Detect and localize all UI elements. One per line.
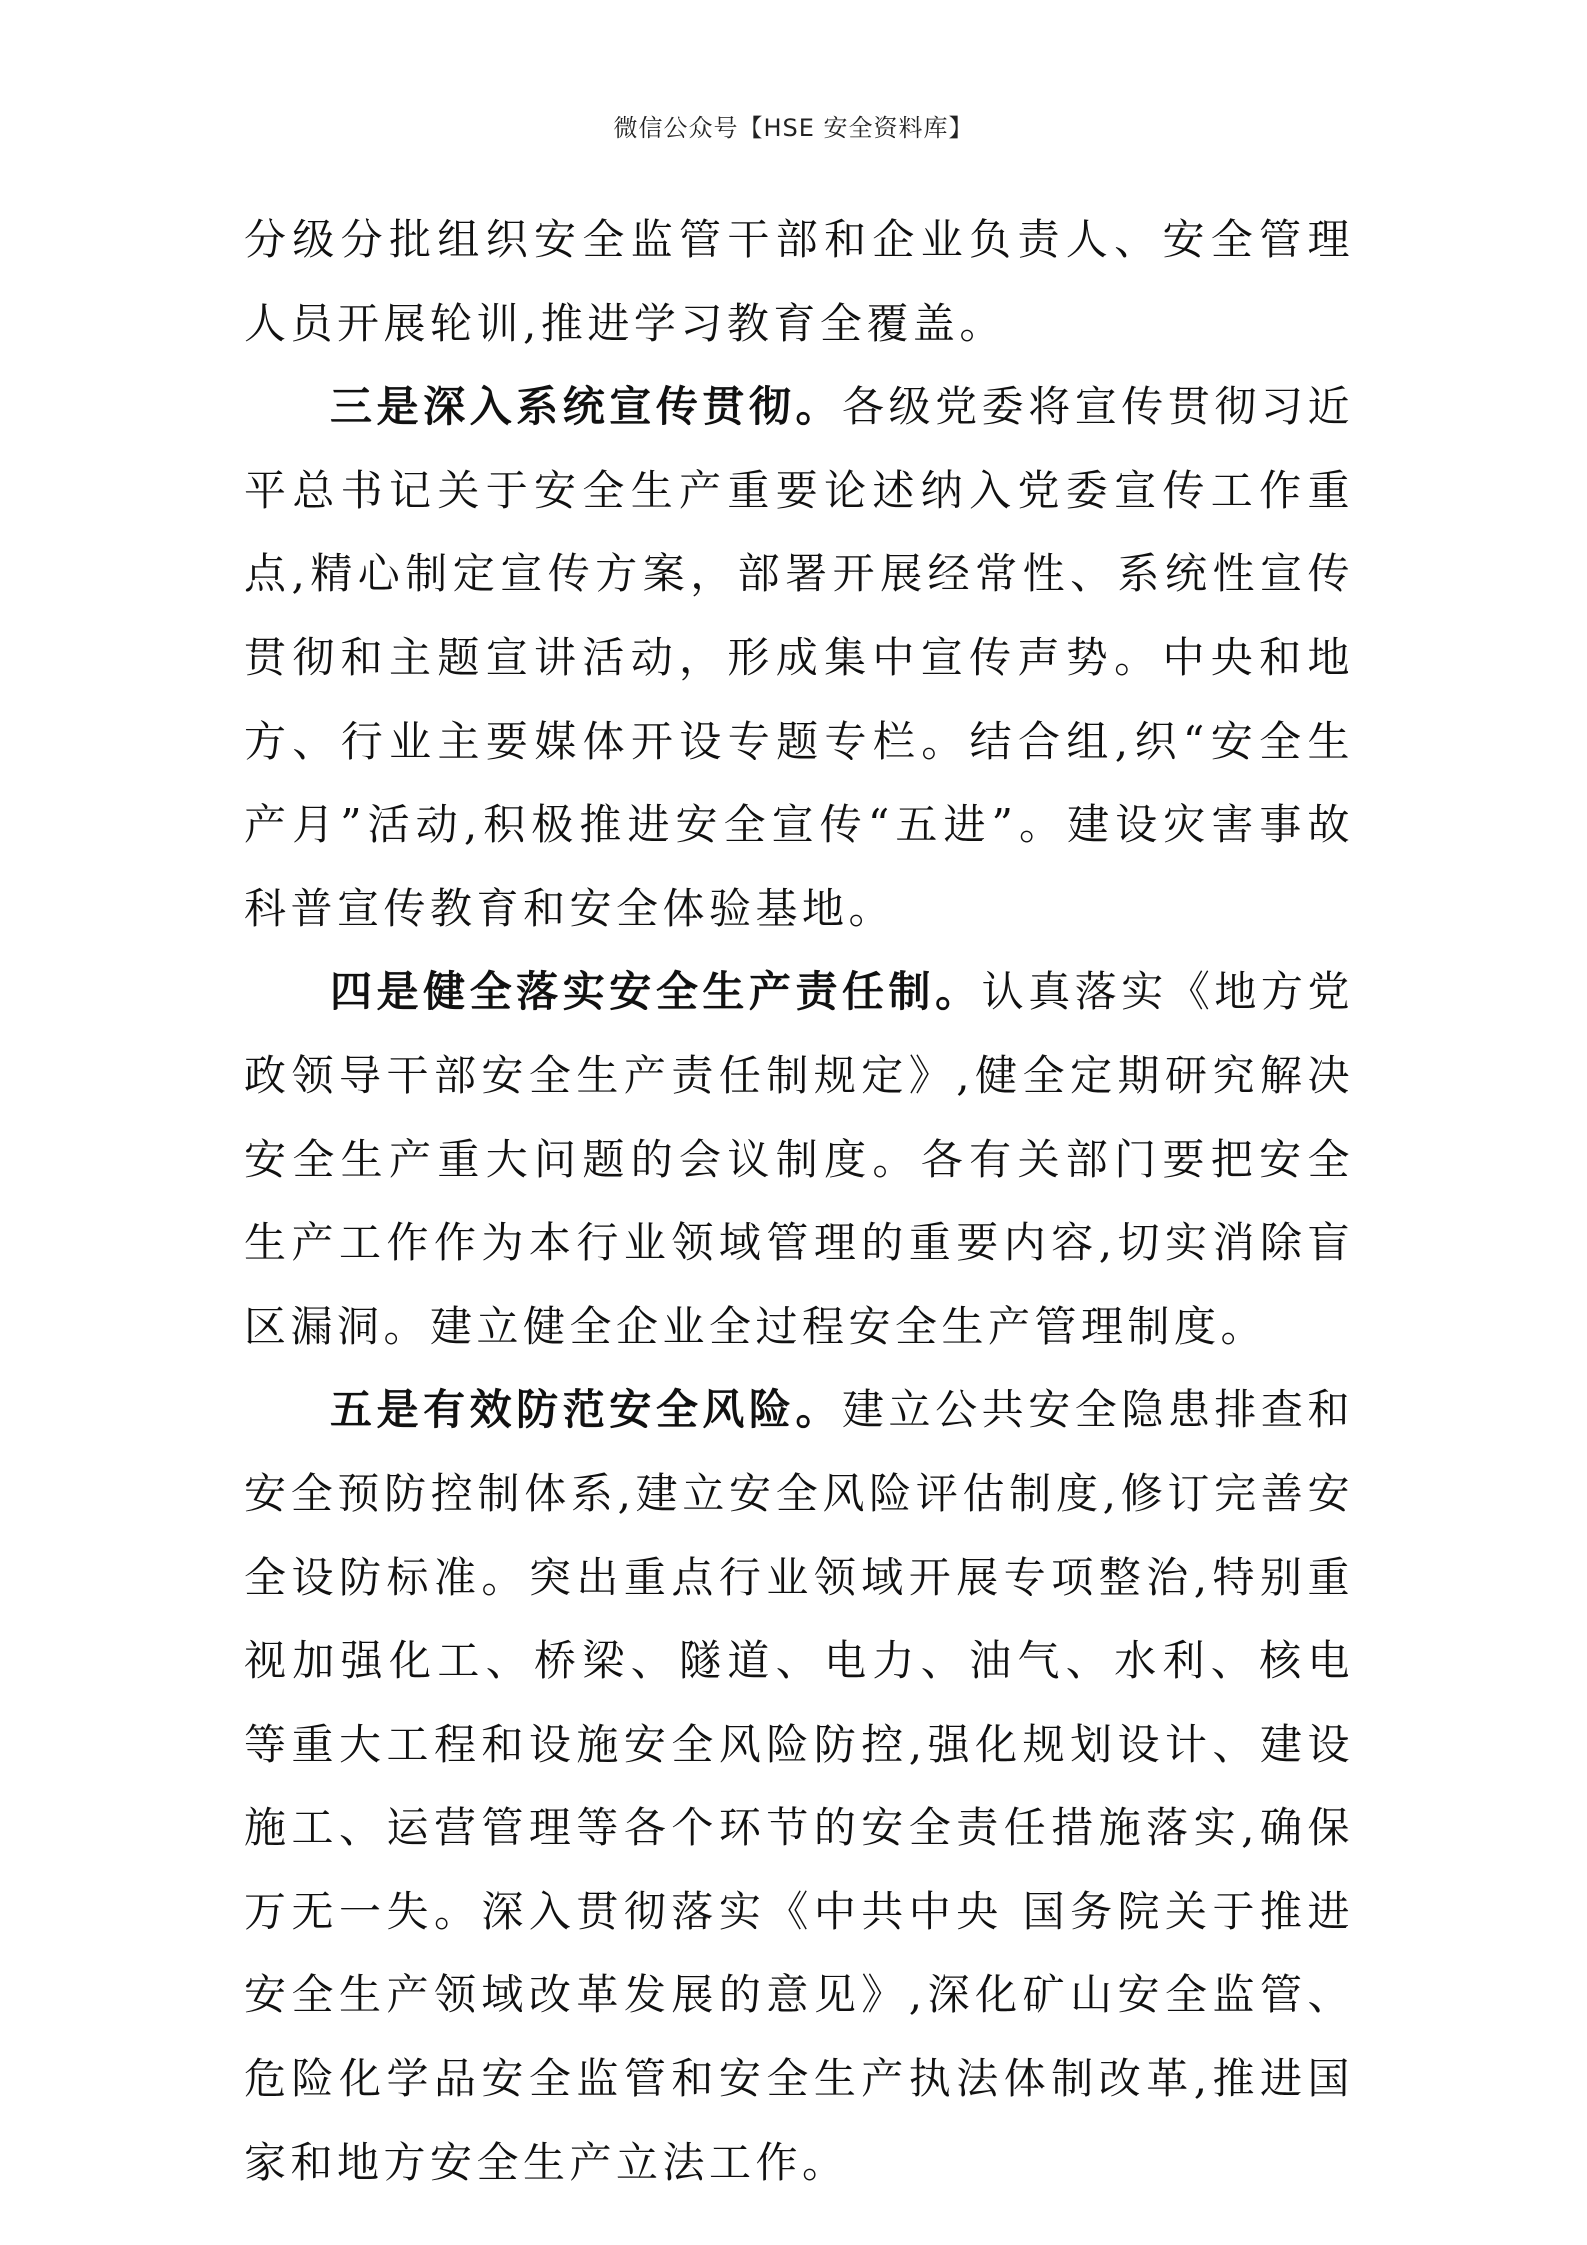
paragraph-item-4 xyxy=(244,950,1354,1368)
paragraph-item-5 xyxy=(244,1368,1354,2204)
paragraph-continuation xyxy=(244,198,1354,365)
paragraph-text: 建立公共安全隐患排查和安全预防控制体系,建立安全风险评估制度,修订完善安全设防标准。突出重点行业领域开展专项整治,特别重视加强化工、桥梁、隧道、电力、油气、水利、核电等重大工程和设施安全风险防控,强化规划设计、建设施工、运营管理等各个环节的安全责任措施落实,确保万无一失。深入贯彻落实《中共中央 国务院关于推进安全生产领域改革发展的意见》,深化矿山安全监管、危险化学品安全监管和安全生产执法体制改革,推进国家和地方安全生产立法工作。 xyxy=(244,1385,1354,2187)
paragraph-item-3 xyxy=(244,365,1354,950)
paragraph-lead: 三是深入系统宣传贯彻。 xyxy=(330,382,843,432)
paragraph-text: 各级党委将宣传贯彻习近平总书记关于安全生产重要论述纳入党委宣传工作重点,精心制定宣传方案，部署开展经常性、系统性宣传贯彻和主题宣讲活动，形成集中宣传声势。中央和地方、行业主要媒体开设专题专栏。结合组,织“安全生产月”活动,积极推进安全宣传“五进”。建设灾害事故科普宣传教育和安全体验基地。 xyxy=(244,382,1354,933)
paragraph-lead: 五是有效防范安全风险。 xyxy=(330,1385,843,1435)
paragraph-text: 认真落实《地方党政领导干部安全生产责任制规定》,健全定期研究解决安全生产重大问题的会议制度。各有关部门要把安全生产工作作为本行业领域管理的重要内容,切实消除盲区漏洞。建立健全企业全过程安全生产管理制度。 xyxy=(244,967,1354,1351)
paragraph-lead: 四是健全落实安全生产责任制。 xyxy=(330,967,982,1017)
document-body xyxy=(244,198,1354,2204)
paragraph-text: 分级分批组织安全监管干部和企业负责人、安全管理人员开展轮训,推进学习教育全覆盖。 xyxy=(244,215,1354,348)
page-header: 微信公众号【HSE 安全资料库】 xyxy=(613,114,974,142)
